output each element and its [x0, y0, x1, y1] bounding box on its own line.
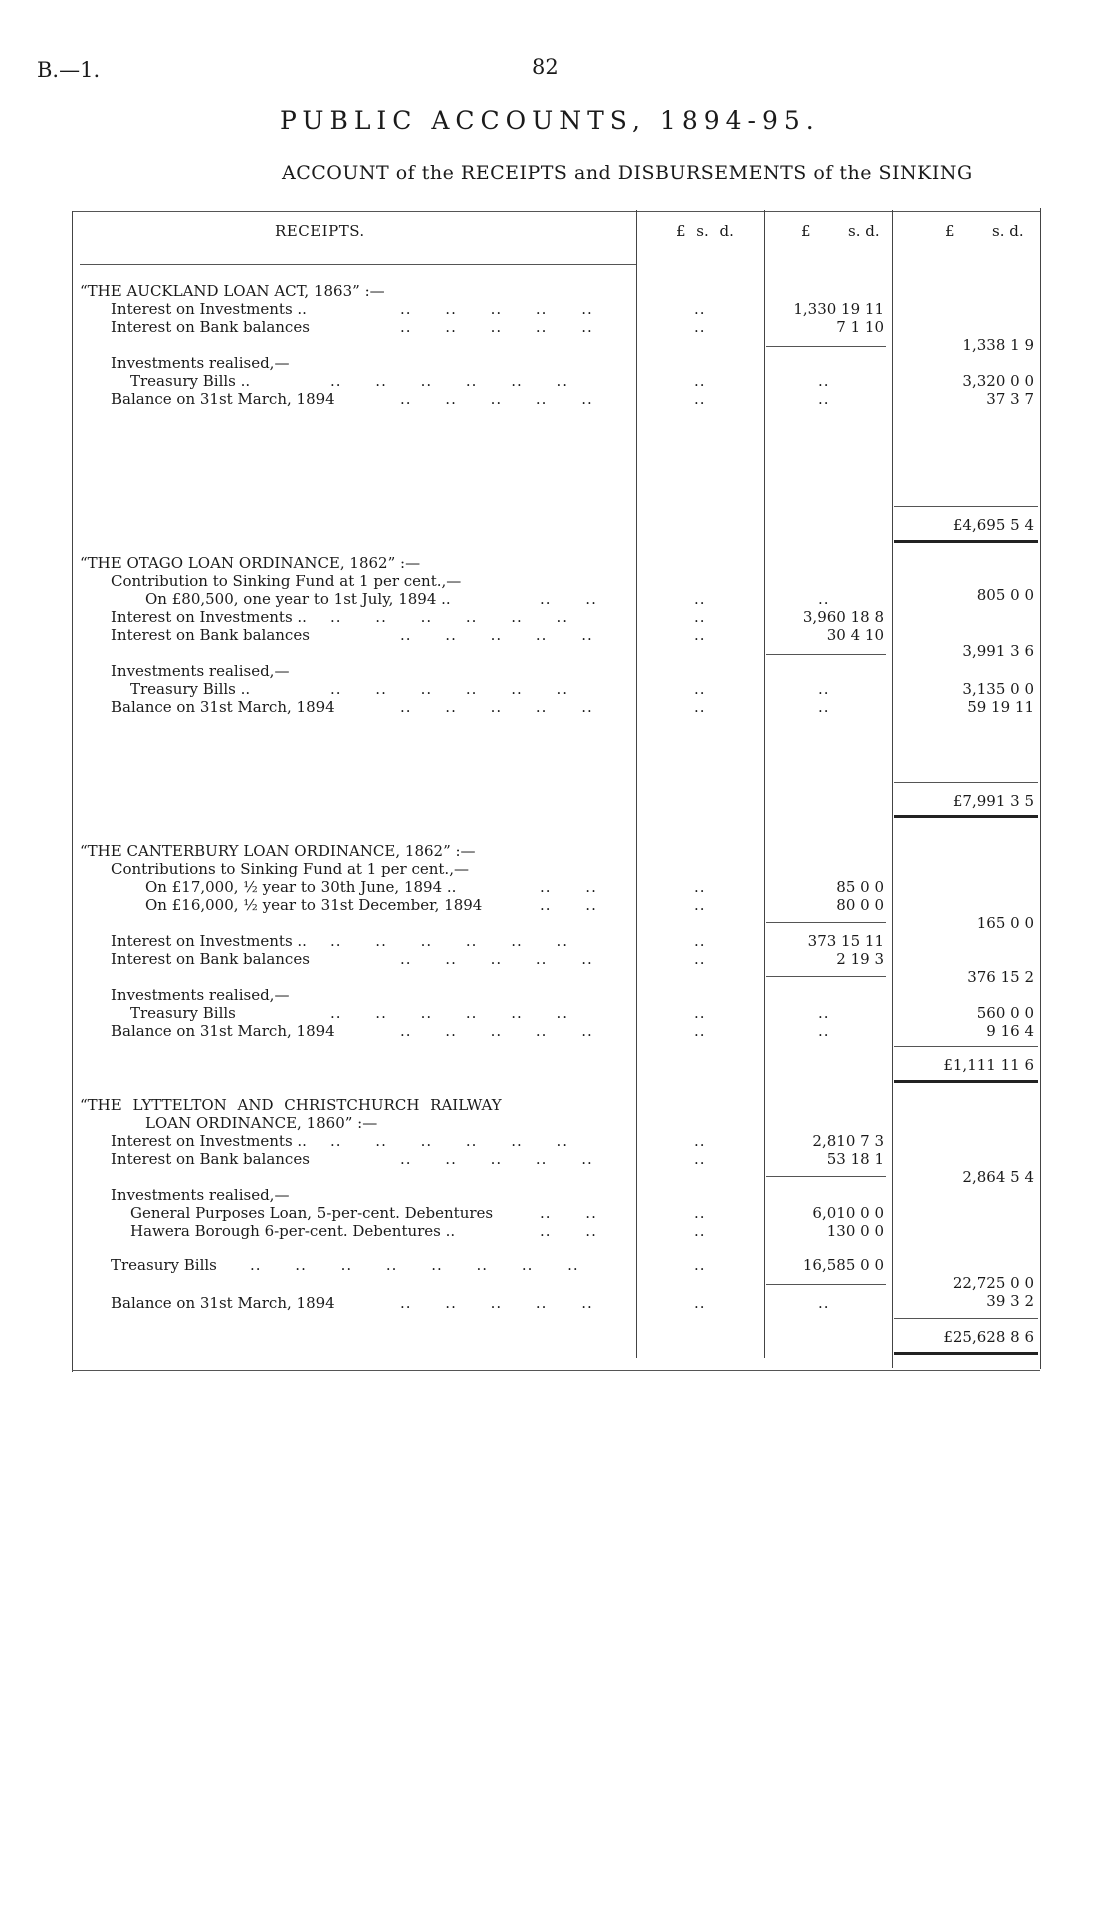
section-total: £1,111 11 6 — [943, 1056, 1034, 1074]
row-label: Interest on Bank balances — [111, 318, 310, 336]
table-right-border — [1040, 208, 1041, 1369]
leader-dots: .. — [818, 1294, 830, 1312]
leader-dots: .. .. .. .. .. .. .. .. — [250, 1256, 579, 1274]
amount: 30 4 10 — [826, 626, 884, 644]
leader-dots: .. .. .. .. .. .. — [330, 372, 569, 390]
leader-dots: .. — [694, 390, 706, 408]
leader-dots: .. .. .. .. .. — [400, 698, 593, 716]
amount: 130 0 0 — [826, 1222, 884, 1240]
leader-dots: .. — [694, 1150, 706, 1168]
subtotal-rule — [766, 654, 886, 655]
leader-dots: .. .. .. .. .. — [400, 1150, 593, 1168]
row-label: On £80,500, one year to 1st July, 1894 .. — [145, 590, 451, 608]
column-header-3-sd: s. d. — [992, 222, 1024, 240]
leader-dots: .. — [694, 300, 706, 318]
subtotal-rule — [766, 976, 886, 977]
section-total: £7,991 3 5 — [952, 792, 1034, 810]
row-label: Treasury Bills — [130, 1004, 236, 1022]
leader-dots: .. — [818, 390, 830, 408]
section-heading: “THE LYTTELTON AND CHRISTCHURCH RAILWAY — [80, 1096, 502, 1114]
leader-dots: .. .. .. .. .. — [400, 1022, 593, 1040]
leader-dots: .. .. .. .. .. .. — [330, 932, 569, 950]
total-double-rule — [894, 815, 1038, 818]
column-header-3-pound: £ — [945, 222, 955, 240]
row-label: General Purposes Loan, 5-per-cent. Debentures — [130, 1204, 494, 1222]
total-rule — [894, 782, 1038, 783]
amount: 1,338 1 9 — [962, 336, 1034, 354]
total-rule — [894, 1046, 1038, 1047]
row-label: Interest on Investments .. — [111, 608, 307, 626]
total-double-rule — [894, 1080, 1038, 1083]
amount: 53 18 1 — [826, 1150, 884, 1168]
amount: 2,810 7 3 — [812, 1132, 884, 1150]
leader-dots: .. — [694, 878, 706, 896]
header-underline — [80, 264, 636, 265]
table-top-border — [72, 211, 1040, 212]
leader-dots: .. .. — [540, 1204, 597, 1222]
leader-dots: .. — [694, 896, 706, 914]
row-label: Balance on 31st March, 1894 — [111, 698, 335, 716]
leader-dots: .. .. .. .. .. — [400, 1294, 593, 1312]
amount: 805 0 0 — [976, 586, 1034, 604]
leader-dots: .. .. .. .. .. .. — [330, 1132, 569, 1150]
row-label: Treasury Bills — [111, 1256, 217, 1274]
leader-dots: .. .. .. .. .. .. — [330, 1004, 569, 1022]
total-rule — [894, 1318, 1038, 1319]
page-subtitle: ACCOUNT of the RECEIPTS and DISBURSEMENTS of the SINKING — [282, 162, 973, 184]
row-label: Balance on 31st March, 1894 — [111, 390, 335, 408]
column-divider-2 — [764, 210, 765, 1358]
total-rule — [894, 506, 1038, 507]
leader-dots: .. .. — [540, 1222, 597, 1240]
row-label: Hawera Borough 6-per-cent. Debentures .. — [130, 1222, 456, 1240]
amount: 165 0 0 — [976, 914, 1034, 932]
leader-dots: .. — [694, 698, 706, 716]
amount: 85 0 0 — [836, 878, 884, 896]
leader-dots: .. — [694, 372, 706, 390]
leader-dots: .. — [694, 932, 706, 950]
subtotal-rule — [766, 1176, 886, 1177]
row-label: Investments realised,— — [111, 1186, 290, 1204]
column-header-1: £ s. d. — [676, 222, 734, 240]
row-label: Balance on 31st March, 1894 — [111, 1022, 335, 1040]
section-heading-continued: LOAN ORDINANCE, 1860” :— — [145, 1114, 378, 1132]
amount: 373 15 11 — [807, 932, 884, 950]
amount: 6,010 0 0 — [812, 1204, 884, 1222]
amount: 2 19 3 — [836, 950, 884, 968]
leader-dots: .. .. .. .. .. — [400, 390, 593, 408]
row-label: Interest on Bank balances — [111, 1150, 310, 1168]
section-heading: “THE CANTERBURY LOAN ORDINANCE, 1862” :— — [80, 842, 476, 860]
leader-dots: .. — [694, 1256, 706, 1274]
leader-dots: .. .. — [540, 590, 597, 608]
row-label: Balance on 31st March, 1894 — [111, 1294, 335, 1312]
leader-dots: .. — [694, 608, 706, 626]
subtotal-rule — [766, 1284, 886, 1285]
row-label: Contributions to Sinking Fund at 1 per cent.,— — [111, 860, 469, 878]
amount: 80 0 0 — [836, 896, 884, 914]
row-label: Investments realised,— — [111, 986, 290, 1004]
row-label: Interest on Bank balances — [111, 626, 310, 644]
column-header-2-sd: s. d. — [848, 222, 880, 240]
section-total: £25,628 8 6 — [943, 1328, 1034, 1346]
amount: 3,135 0 0 — [962, 680, 1034, 698]
amount: 59 19 11 — [967, 698, 1034, 716]
amount: 9 16 4 — [986, 1022, 1034, 1040]
page-number: 82 — [532, 55, 559, 79]
table-left-border — [72, 211, 73, 1372]
subtotal-rule — [766, 922, 886, 923]
leader-dots: .. .. .. .. .. — [400, 300, 593, 318]
leader-dots: .. — [694, 318, 706, 336]
section-heading: “THE OTAGO LOAN ORDINANCE, 1862” :— — [80, 554, 421, 572]
amount: 376 15 2 — [967, 968, 1034, 986]
leader-dots: .. — [694, 1204, 706, 1222]
leader-dots: .. — [818, 590, 830, 608]
leader-dots: .. — [694, 1294, 706, 1312]
amount: 3,991 3 6 — [962, 642, 1034, 660]
row-label: Treasury Bills .. — [130, 372, 251, 390]
row-label: Investments realised,— — [111, 662, 290, 680]
leader-dots: .. — [694, 1132, 706, 1150]
leader-dots: .. .. .. .. .. — [400, 950, 593, 968]
amount: 3,320 0 0 — [962, 372, 1034, 390]
leader-dots: .. — [818, 1004, 830, 1022]
leader-dots: .. .. .. .. .. .. — [330, 608, 569, 626]
page-title: PUBLIC ACCOUNTS, 1894-95. — [280, 106, 820, 135]
row-label: Interest on Investments .. — [111, 1132, 307, 1150]
leader-dots: .. — [694, 950, 706, 968]
amount: 2,864 5 4 — [962, 1168, 1034, 1186]
amount: 16,585 0 0 — [802, 1256, 884, 1274]
column-divider-3 — [892, 210, 893, 1368]
leader-dots: .. — [694, 1004, 706, 1022]
column-header-2-pound: £ — [801, 222, 811, 240]
row-label: Interest on Bank balances — [111, 950, 310, 968]
row-label: Interest on Investments .. — [111, 300, 307, 318]
subtotal-rule — [766, 346, 886, 347]
leader-dots: .. — [694, 1022, 706, 1040]
leader-dots: .. .. .. .. .. — [400, 318, 593, 336]
section-heading: “THE AUCKLAND LOAN ACT, 1863” :— — [80, 282, 385, 300]
leader-dots: .. — [818, 1022, 830, 1040]
amount: 39 3 2 — [986, 1292, 1034, 1310]
document-reference: B.—1. — [37, 58, 101, 82]
leader-dots: .. .. — [540, 878, 597, 896]
table-bottom-border — [72, 1370, 1040, 1371]
leader-dots: .. .. .. .. .. .. — [330, 680, 569, 698]
leader-dots: .. .. — [540, 896, 597, 914]
leader-dots: .. .. .. .. .. — [400, 626, 593, 644]
amount: 560 0 0 — [976, 1004, 1034, 1022]
row-label: Interest on Investments .. — [111, 932, 307, 950]
leader-dots: .. — [694, 680, 706, 698]
column-header-receipts: RECEIPTS. — [275, 222, 365, 240]
row-label: On £17,000, ½ year to 30th June, 1894 .. — [145, 878, 457, 896]
leader-dots: .. — [818, 372, 830, 390]
amount: 3,960 18 8 — [802, 608, 884, 626]
leader-dots: .. — [694, 1222, 706, 1240]
amount: 7 1 10 — [836, 318, 884, 336]
row-label: On £16,000, ½ year to 31st December, 1894 — [145, 896, 483, 914]
leader-dots: .. — [818, 698, 830, 716]
leader-dots: .. — [694, 626, 706, 644]
column-divider-1 — [636, 210, 637, 1358]
amount: 37 3 7 — [986, 390, 1034, 408]
leader-dots: .. — [818, 680, 830, 698]
row-label: Treasury Bills .. — [130, 680, 251, 698]
row-label: Contribution to Sinking Fund at 1 per cent.,— — [111, 572, 462, 590]
leader-dots: .. — [694, 590, 706, 608]
section-total: £4,695 5 4 — [952, 516, 1034, 534]
total-double-rule — [894, 1352, 1038, 1355]
amount: 1,330 19 11 — [793, 300, 884, 318]
total-double-rule — [894, 540, 1038, 543]
row-label: Investments realised,— — [111, 354, 290, 372]
amount: 22,725 0 0 — [952, 1274, 1034, 1292]
